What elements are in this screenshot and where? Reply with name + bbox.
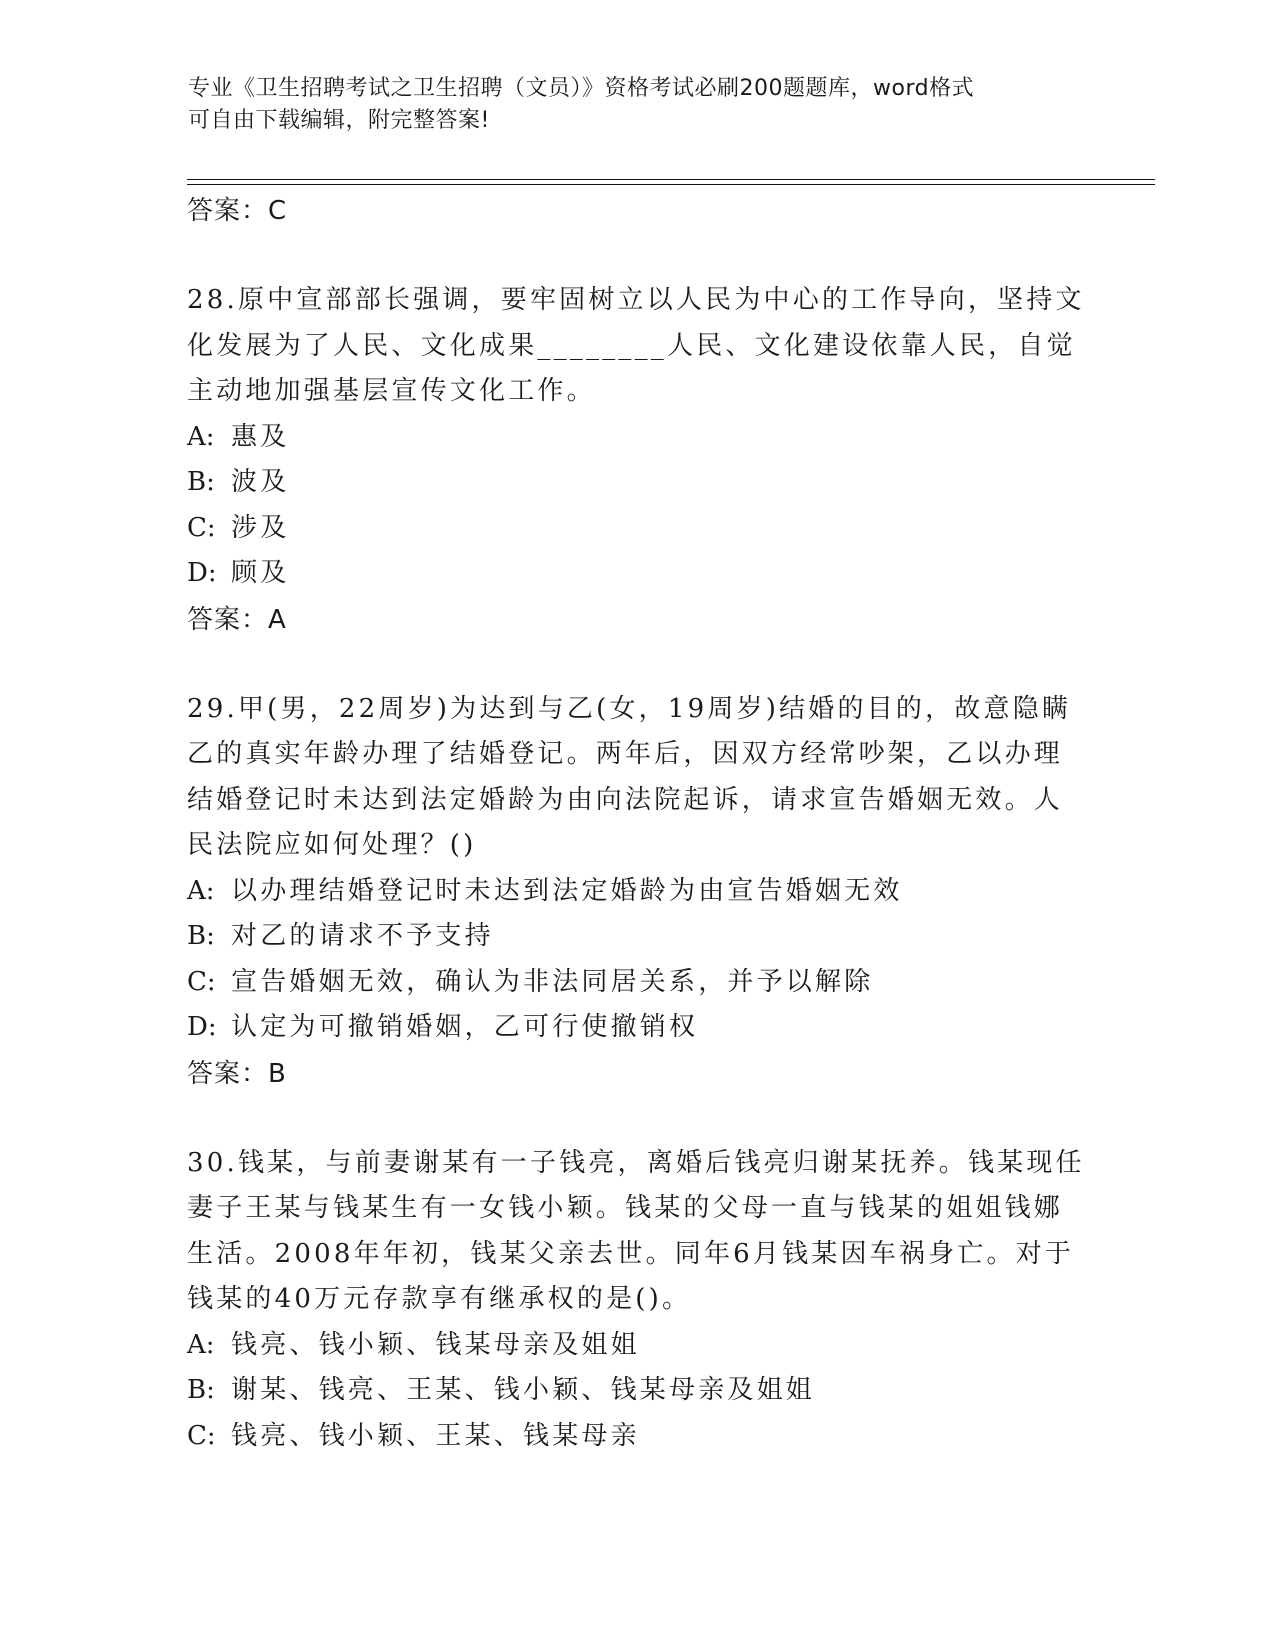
question-text <box>187 687 1087 869</box>
option-letter: C: <box>187 512 216 543</box>
question-block-28 <box>187 278 1087 643</box>
option-letter: B: <box>187 467 215 497</box>
option-text: 涉及 <box>231 512 290 543</box>
question-block-30 <box>187 1141 1087 1460</box>
option-text: 以办理结婚登记时未达到法定婚龄为由宣告婚姻无效 <box>231 875 903 906</box>
question-line: 钱某的40万元存款享有继承权的是()。 <box>187 1284 692 1314</box>
option-letter: B: <box>187 1375 215 1405</box>
option-c <box>187 1414 1087 1460</box>
option-text: 钱亮、钱小颖、钱某母亲及姐姐 <box>231 1329 640 1360</box>
option-text: 惠及 <box>231 421 290 452</box>
option-c <box>187 960 1087 1006</box>
question-block-29 <box>187 687 1087 1097</box>
answer-line: 答案：B <box>187 1058 287 1089</box>
option-text: 谢某、钱亮、王某、钱小颖、钱某母亲及姐姐 <box>231 1375 816 1405</box>
answer-line: 答案：A <box>187 604 287 635</box>
question-line: 28.原中宣部部长强调，要牢固树立以人民为中心的工作导向，坚持文 <box>187 285 1085 315</box>
option-b <box>187 914 1087 960</box>
question-text <box>187 1141 1087 1323</box>
option-text: 对乙的请求不予支持 <box>231 921 494 951</box>
option-letter: A: <box>187 421 215 452</box>
option-text: 钱亮、钱小颖、王某、钱某母亲 <box>231 1420 640 1451</box>
option-a <box>187 1323 1087 1369</box>
option-letter: C: <box>187 966 216 997</box>
question-line: 民法院应如何处理？() <box>187 830 477 860</box>
question-line: 主动地加强基层宣传文化工作。 <box>187 376 596 406</box>
question-line: 29.甲(男，22周岁)为达到与乙(女，19周岁)结婚的目的，故意隐瞒 <box>187 693 1072 724</box>
option-text: 顾及 <box>231 558 290 588</box>
option-letter: B: <box>187 921 215 951</box>
option-b <box>187 460 1087 506</box>
option-letter: A: <box>187 875 215 906</box>
option-d <box>187 1005 1087 1051</box>
option-letter: D: <box>187 1012 217 1042</box>
document-body <box>187 188 1087 1459</box>
answer-line: 答案：C <box>187 196 288 226</box>
question-line: 结婚登记时未达到法定婚龄为由向法院起诉，请求宣告婚姻无效。人 <box>187 784 1064 815</box>
option-b <box>187 1368 1087 1414</box>
header-divider-top <box>187 179 1155 180</box>
header-line-1: 专业《卫生招聘考试之卫生招聘（文员）》资格考试必刷200题题库，word格式 <box>188 76 975 101</box>
question-line: 生活。2008年年初，钱某父亲去世。同年6月钱某因车祸身亡。对于 <box>187 1238 1075 1269</box>
option-text: 宣告婚姻无效，确认为非法同居关系，并予以解除 <box>231 966 874 997</box>
question-line: 妻子王某与钱某生有一女钱小颖。钱某的父母一直与钱某的姐姐钱娜 <box>187 1193 1064 1223</box>
option-text: 波及 <box>231 467 290 497</box>
question-line: 乙的真实年龄办理了结婚登记。两年后，因双方经常吵架，乙以办理 <box>187 739 1064 769</box>
option-c <box>187 506 1087 552</box>
option-a <box>187 415 1087 461</box>
header-line-2: 可自由下载编辑，附完整答案! <box>188 108 490 133</box>
question-text <box>187 278 1087 415</box>
option-letter: A: <box>187 1329 215 1360</box>
header-divider-bottom <box>187 184 1155 185</box>
option-a <box>187 869 1087 915</box>
option-d <box>187 551 1087 597</box>
option-letter: C: <box>187 1420 216 1451</box>
question-line: 30.钱某，与前妻谢某有一子钱亮，离婚后钱亮归谢某抚养。钱某现任 <box>187 1147 1085 1178</box>
page-header <box>188 73 1068 137</box>
option-text: 认定为可撤销婚姻，乙可行使撤销权 <box>231 1012 699 1042</box>
option-letter: D: <box>187 558 217 588</box>
question-line: 化发展为了人民、文化成果________人民、文化建设依靠人民，自觉 <box>187 330 1076 361</box>
